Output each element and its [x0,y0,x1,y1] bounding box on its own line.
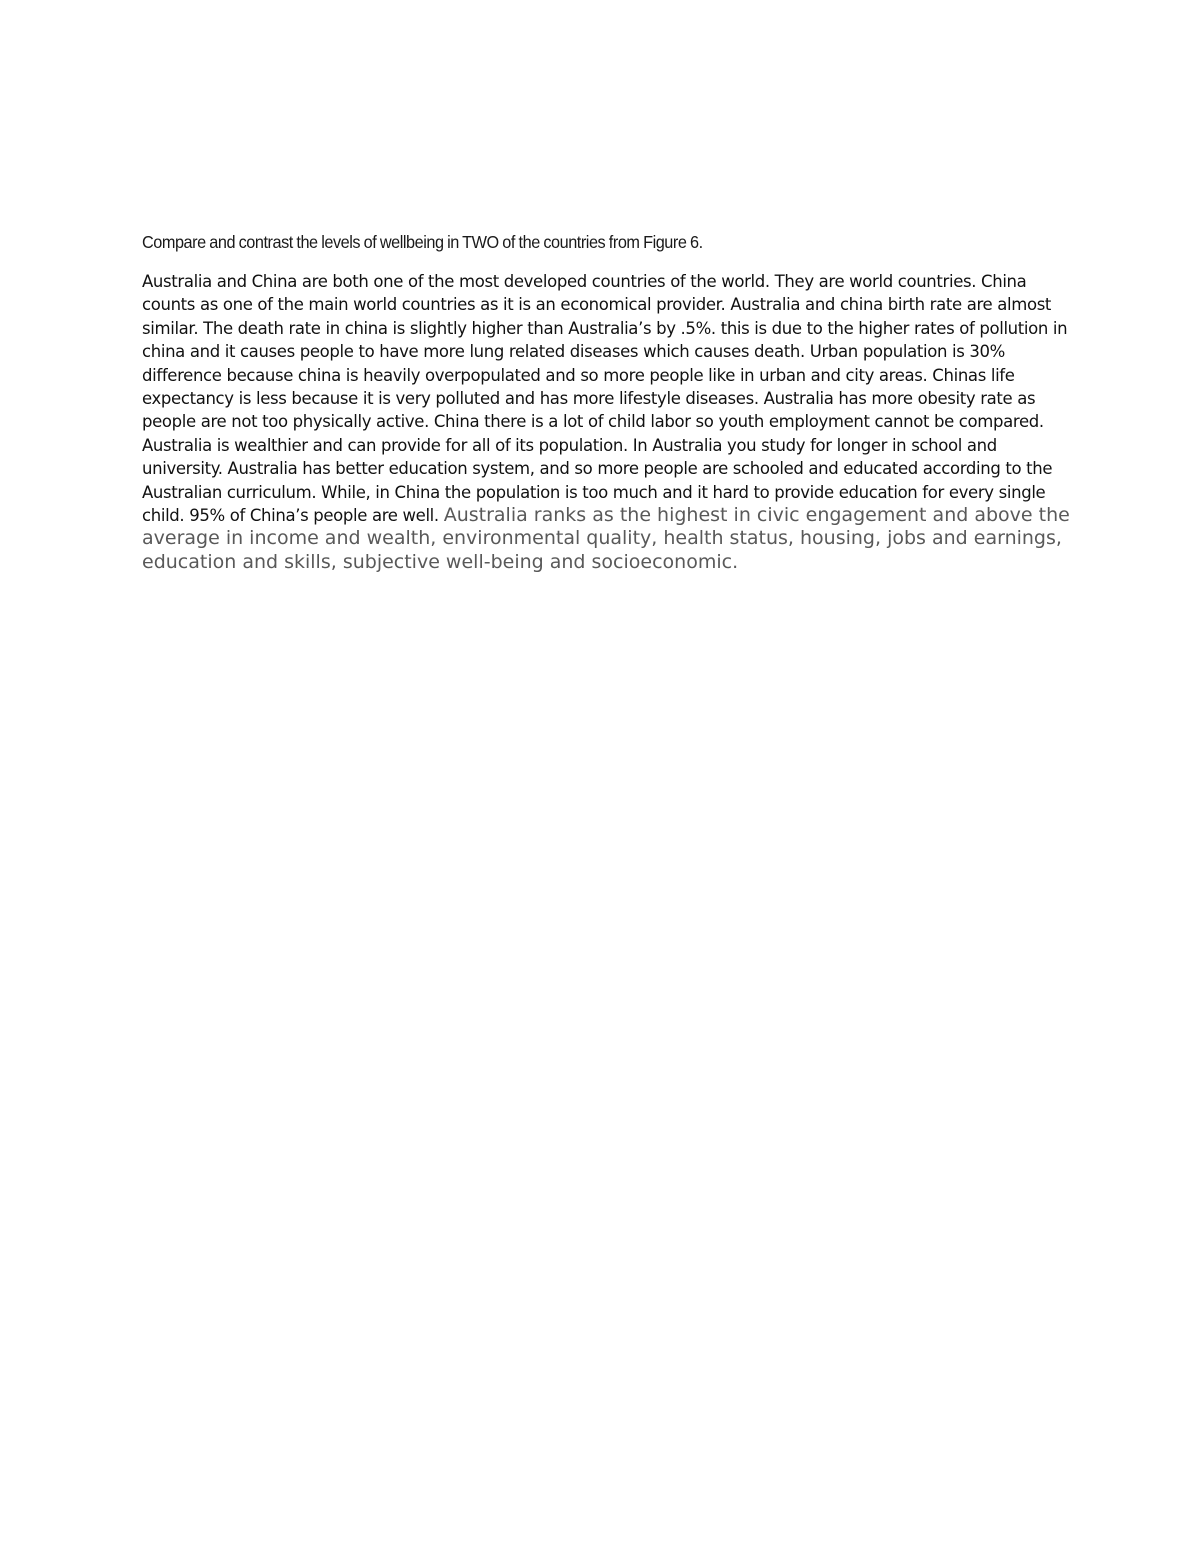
answer-main-text: Australia and China are both one of the most developed countries of the world. They are world countries. China counts as one of the main world countries as it is an economical provider. Australia and china birth rate are almost similar. The death rate in china is slightly higher than Australia’s by .5%. this is due to the higher rates of pollution in china and it causes people to have more lung related diseases which causes death. Urban population is 30% difference because china is heavily overpopulated and so more people like in urban and city areas. Chinas life expectancy is less because it is very polluted and has more lifestyle diseases. Australia has more obesity rate as people are not too physically active. China there is a lot of child labor so youth employment cannot be compared. Australia is wealthier and can provide for all of its population. In Australia you study for longer in school and university. Australia has better education system, and so more people are schooled and educated according to the Australian curriculum. While, in China the population is too much and it hard to provide education for every single child. 95% of China’s people are well. [142,272,1068,526]
question-text: Compare and contrast the levels of wellbeing in TWO of the countries from Figure 6. [142,232,703,252]
answer-continued-text: Australia ranks as the highest in civic engagement and above the average in income and wealth, environmental quality, health status, housing, jobs and earnings, education and skills, subjective well-being and socioeconomic. [142,504,1070,573]
answer-paragraph [142,270,1077,574]
